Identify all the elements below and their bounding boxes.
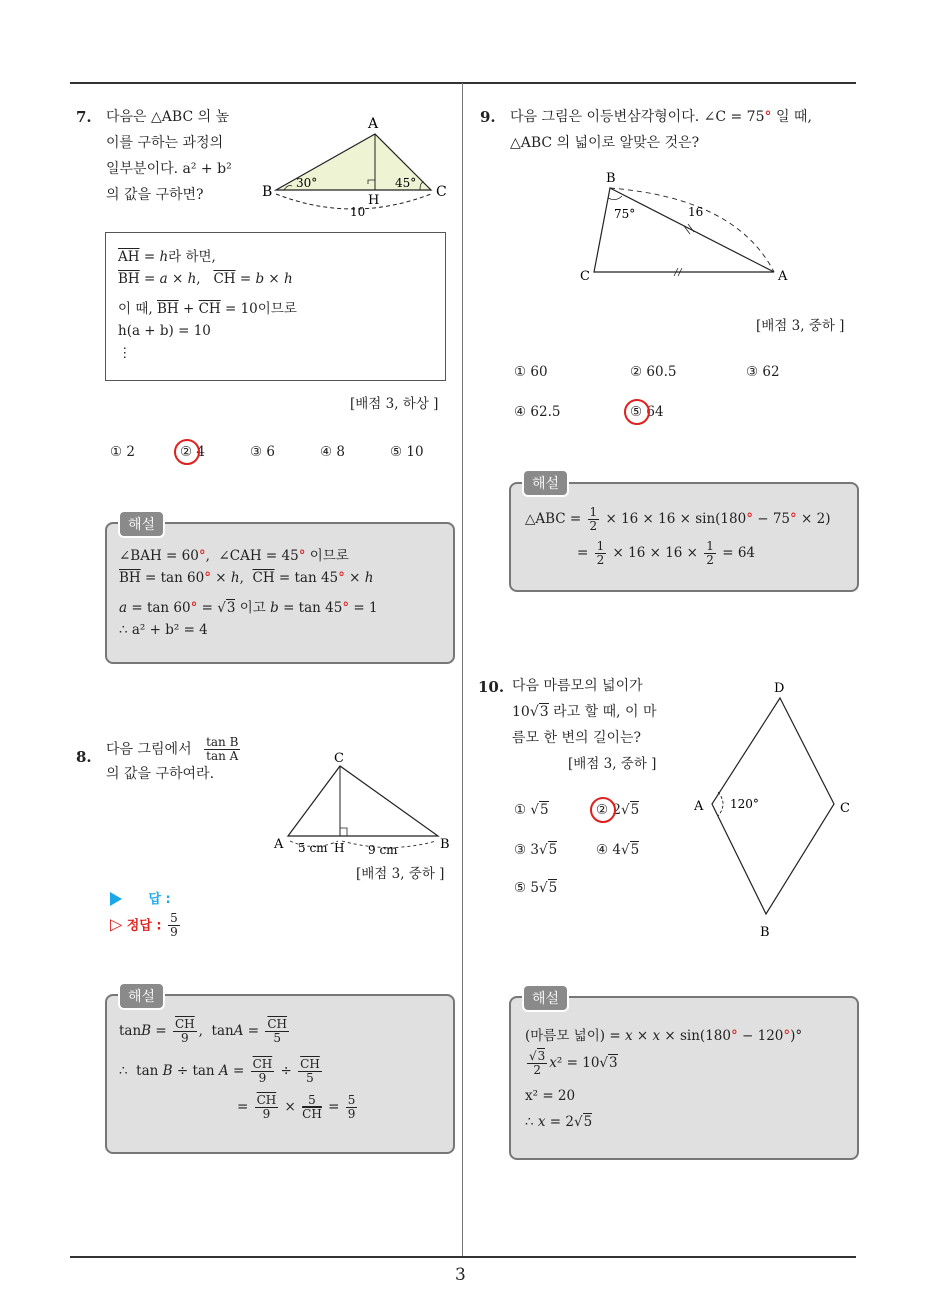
q8-answer-label: 답 : [148,892,171,907]
q9-choice-4[interactable]: ④ 62.5 [514,404,561,420]
q10-sol-line-4: ∴ x = 2√5 [525,1114,593,1130]
q7-text-line: 이를 구하는 과정의 [106,135,224,151]
q8-fig-B: B [440,837,450,852]
q7-fig-C: C [436,184,447,200]
q7-fig-A: A [368,116,379,132]
q7-meta: [배점 3, 하상 ] [350,396,439,412]
q7-choice-5[interactable]: ⑤ 10 [390,444,424,460]
q8-frac-top: tan B [206,735,239,749]
q7-text-line: 다음은 △ABC 의 높 [106,109,230,125]
q10-choice-2[interactable]: ② 2√5 [596,802,640,818]
q10-fig-C: C [840,801,850,816]
q10-number: 10. [478,678,505,696]
q7-solution-box [105,522,455,664]
play-outline-icon: ▷ [110,914,123,934]
top-rule [70,82,856,84]
column-divider [462,83,463,1258]
q8-answer-row [110,888,171,907]
q9-text-line: 다음 그림은 이등변삼각형이다. ∠C = 75° 일 때, [510,109,812,125]
q7-text-line: 일부분이다. a² + b² [106,161,232,177]
q9-choice-1[interactable]: ① 60 [514,364,548,380]
q9-sol-line-1: △ABC = $\frac{1}{2}$ × 16 × 16 × sin(180° − 75° × 2) [525,505,831,533]
q7-fig-angle-c: 45° [395,176,417,190]
q10-choice-1[interactable]: ① √5 [514,802,549,818]
q8-number: 8. [76,748,92,766]
q10-text-line: 다음 마름모의 넓이가 [512,678,643,694]
q10-sol-line-2: $\frac{√3}{2}$ x² = 10√3 [529,1049,618,1077]
q8-fig-ah: 5 cm [298,841,328,855]
q8-text-b: 의 값을 구하여라. [106,766,215,782]
q10-choice-5[interactable]: ⑤ 5√5 [514,880,558,896]
q9-number: 9. [480,108,496,126]
q9-answer-mark-icon [624,399,650,425]
q9-fig-A: A [778,269,788,284]
q8-fig-C: C [334,751,344,766]
q7-box-line-5: ⋮ [118,345,132,361]
q10-answer-mark-icon [590,797,616,823]
q10-meta: [배점 3, 중하 ] [568,756,657,772]
page-number: 3 [455,1265,466,1285]
q9-choice-3[interactable]: ③ 62 [746,364,780,380]
q8-solution-box [105,994,455,1154]
q7-sol-line-1: ∠BAH = 60°, ∠CAH = 45° 이므로 [119,548,349,564]
q7-process-box [105,232,446,381]
q10-sol-line-3: x² = 20 [525,1088,576,1104]
q7-sol-line-4: ∴ a² + b² = 4 [119,622,208,638]
q7-fig-H: H [368,193,380,208]
q8-correct-label: 정답 : [126,918,162,934]
q8-triangle [288,766,438,836]
q9-meta: [배점 3, 중하 ] [756,318,845,334]
q7-choice-3[interactable]: ③ 6 [250,444,275,460]
q7-triangle-figure [258,112,458,222]
q9-triangle [594,188,774,272]
q8-fig-hb: 9 cm [368,843,398,857]
q10-solution-tag: 해설 [522,984,569,1012]
q8-question-fraction [204,736,240,763]
q10-solution-box [509,996,859,1160]
q7-choice-2[interactable]: ② 4 [180,444,205,460]
q7-number: 7. [76,108,92,126]
q10-choice-4[interactable]: ④ 4√5 [596,842,640,858]
q7-choice-4[interactable]: ④ 8 [320,444,345,460]
q8-sol-line-3: = $\frac{\overline{CH}}{9}$ × $\frac{5}{CH}$ = $\frac{5}{9}$ [237,1093,356,1121]
q8-sol-line-1: tanB = $\frac{\overline{CH}}{9}$ , tanA = $\frac{\overline{CH}}{5}$ [119,1017,288,1045]
q7-answer-mark-icon [174,439,200,465]
q9-choice-5[interactable]: ⑤ 64 [630,404,664,420]
q7-sol-line-3: a = tan 60° = √3 이고 b = tan 45° = 1 [119,600,378,616]
q7-text-line: 의 값을 구하면? [106,187,204,203]
q8-frac-bottom: tan A [206,749,239,763]
q10-fig-angle: 120° [730,797,759,811]
q9-sol-line-2: = $\frac{1}{2}$ × 16 × 16 × $\frac{1}{2}$ = 64 [577,539,756,567]
q10-text-line: 름모 한 변의 길이는? [512,730,642,746]
q8-triangle-figure [270,748,460,858]
q8-solution-tag: 해설 [118,982,165,1010]
q8-text [106,736,276,787]
q9-text [510,104,812,156]
play-icon [110,892,122,906]
q9-fig-angle: 75° [614,207,636,221]
q10-rhombus-figure [688,674,858,944]
q7-fig-B: B [262,184,273,200]
q8-sol-line-2: ∴ tan B ÷ tan A = $\frac{\overline{CH}}{9}$ ÷ $\frac{\overline{CH}}{5}$ [119,1057,320,1085]
q10-text [512,673,657,751]
q7-box-line-4: h(a + b) = 10 [118,323,211,339]
q7-text [106,104,232,208]
q7-box-line-1: $\overline{AH} = h$라 하면, [118,249,216,265]
q9-fig-side: 16 [688,205,704,219]
q9-triangle-figure [576,168,796,290]
q8-correct-row [110,912,182,939]
q9-text-line: △ABC 의 넓이로 알맞은 것은? [510,135,700,151]
q8-text-a: 다음 그림에서 [106,741,192,758]
q9-fig-C: C [580,269,590,284]
q7-box-line-3: 이 때, $\overline{BH} + \overline{CH} = 10$이므로 [118,301,297,317]
q8-correct-top: 5 [170,911,178,925]
q10-fig-B: B [760,925,770,940]
q10-choice-3[interactable]: ③ 3√5 [514,842,558,858]
q9-solution-box [509,482,859,592]
q8-fig-H: H [334,841,345,855]
q7-box-line-2: $\overline{BH} = a \times h$, $\overline{CH} = b \times h$ [118,271,293,287]
q8-fig-A: A [274,837,284,852]
q9-choice-2[interactable]: ② 60.5 [630,364,677,380]
q7-solution-tag: 해설 [118,510,165,538]
q10-text-line: 10√3 라고 할 때, 이 마 [512,704,657,720]
q10-sol-line-1: (마름모 넓이) = x × x × sin(180° − 120°)° [525,1028,803,1044]
bottom-rule [70,1256,856,1258]
q8-correct-bottom: 9 [170,925,178,939]
q7-choice-1[interactable]: ① 2 [110,444,135,460]
q7-fig-angle-b: 30° [296,176,318,190]
q9-solution-tag: 해설 [522,469,569,497]
q8-correct-fraction [168,912,180,939]
q7-sol-line-2: $\overline{BH} = \tan 60^\circ \times h$, $\overline{CH} = \tan 45^\circ \times h$ [119,570,374,586]
q7-fig-base: 10 [350,205,366,219]
q10-fig-D: D [774,681,785,696]
q8-meta: [배점 3, 중하 ] [356,866,445,882]
q10-fig-A: A [694,799,704,814]
q9-fig-B: B [606,171,616,186]
